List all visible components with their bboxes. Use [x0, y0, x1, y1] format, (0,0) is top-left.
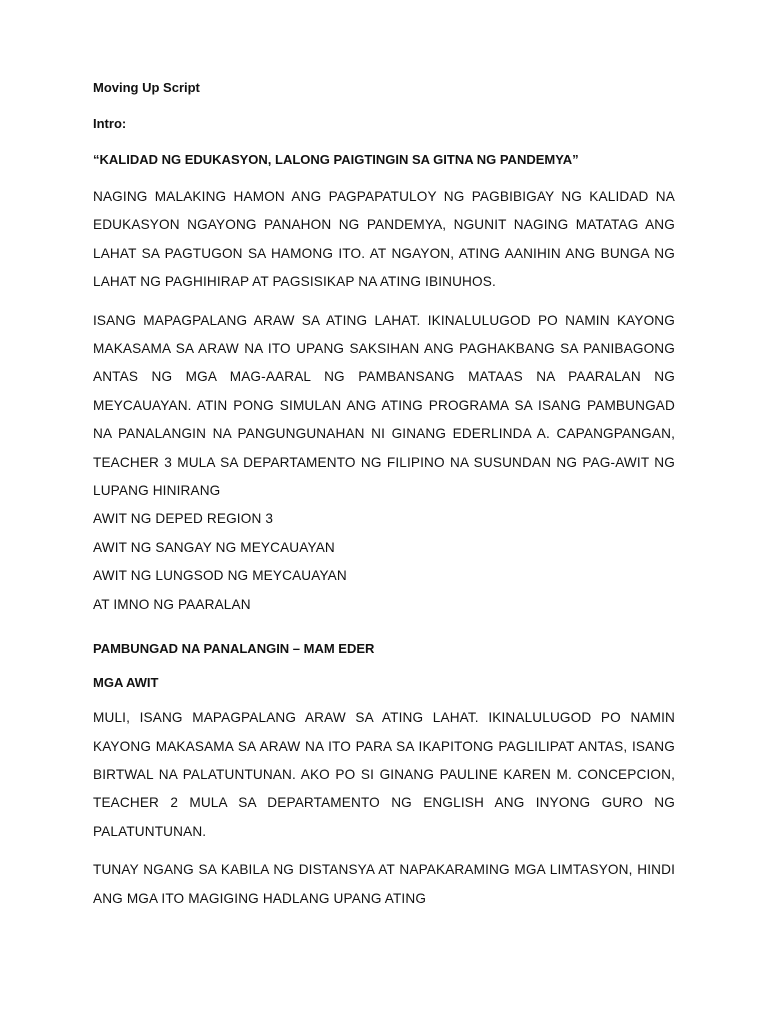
section-prayer-heading: PAMBUNGAD NA PANALANGIN – MAM EDER [93, 641, 375, 657]
paragraph-1: NAGING MALAKING HAMON ANG PAGPAPATULOY NG PAGBIBIGAY NG KALIDAD NA EDUKASYON NGAYONG PANAHON NG PANDEMYA, NGUNIT NAGING MATATAG ANG LAHAT SA PAGTUGON SA HAMONG ITO. AT NGAYON, ATING AANIHIN ANG BUNGA NG LAHAT NG PAGHIHIRAP AT PAGSISIKAP NA ATING IBINUHOS. [93, 189, 675, 290]
song-line: AT IMNO NG PAARALAN [93, 596, 251, 612]
section-songs-heading: MGA AWIT [93, 675, 159, 691]
paragraph-2: ISANG MAPAGPALANG ARAW SA ATING LAHAT. IKINALULUGOD PO NAMIN KAYONG MAKASAMA SA ARAW NA ITO UPANG SAKSIHAN ANG PAGHAKBANG SA PANIBAGONG ANTAS NG MGA MAG-AARAL NG PAMBANSANG MATAAS NA PAARALAN NG MEYCAUAYAN. ATIN PONG SIMULAN ANG ATING PROGRAMA SA ISANG PAMBUNGAD NA PANALANGIN NA PANGUNGUNAHAN NI GINANG EDERLINDA A. CAPANGPANGAN, TEACHER 3 MULA SA DEPARTAMENTO NG FILIPINO NA SUSUNDAN NG PAG-AWIT NG LUPANG HINIRANG [93, 312, 675, 499]
paragraph-4: TUNAY NGANG SA KABILA NG DISTANSYA AT NAPAKARAMING MGA LIMTASYON, HINDI ANG MGA ITO MAGIGING HADLANG UPANG ATING [93, 862, 675, 906]
song-line: AWIT NG DEPED REGION 3 [93, 511, 274, 527]
intro-label: Intro: [93, 116, 127, 131]
document-title: Moving Up Script [93, 80, 200, 95]
song-line: AWIT NG SANGAY NG MEYCAUAYAN [93, 539, 335, 555]
theme-heading: “KALIDAD NG EDUKASYON, LALONG PAIGTINGIN SA GITNA NG PANDEMYA” [93, 152, 579, 167]
paragraph-3: MULI, ISANG MAPAGPALANG ARAW SA ATING LAHAT. IKINALULUGOD PO NAMIN KAYONG MAKASAMA SA ARAW NA ITO PARA SA IKAPITONG PAGLILIPAT ANTAS, ISANG BIRTWAL NA PALATUNTUNAN. AKO PO SI GINANG PAULINE KAREN M. CONCEPCION, TEACHER 2 MULA SA DEPARTAMENTO NG ENGLISH ANG INYONG GURO NG PALATUNTUNAN. [93, 710, 675, 839]
song-line: AWIT NG LUNGSOD NG MEYCAUAYAN [93, 568, 347, 584]
spacer [93, 619, 675, 639]
document-page [93, 78, 675, 923]
